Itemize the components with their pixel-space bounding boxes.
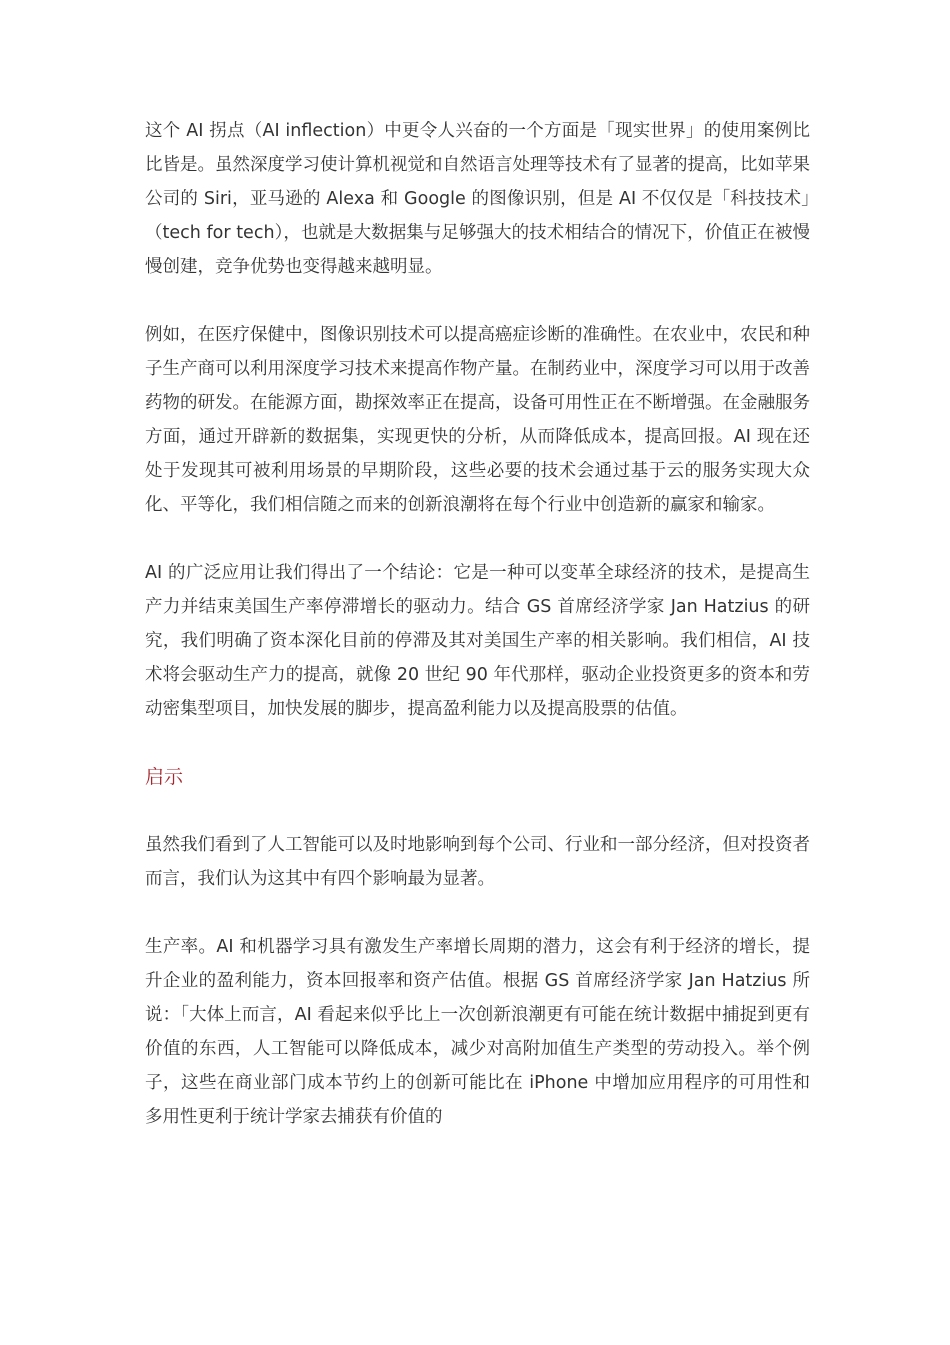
paragraph-productivity-conclusion: AI 的广泛应用让我们得出了一个结论：它是一种可以变革全球经济的技术，是提高生产力并结束美国生产率停滞增长的驱动力。结合 GS 首席经济学家 Jan Hatzius 的研究，我们明确了资本深化目前的停滞及其对美国生产率的相关影响。我们相信，AI 技术将会驱动生产力的提高，就像 20 世纪 90 年代那样，驱动企业投资更多的资本和劳动密集型项目，加快发展的脚步，提高盈利能力以及提高股票的估值。 <box>145 563 810 719</box>
paragraph-industry-examples: 例如，在医疗保健中，图像识别技术可以提高癌症诊断的准确性。在农业中，农民和种子生产商可以利用深度学习技术来提高作物产量。在制药业中，深度学习可以用于改善药物的研发。在能源方面，勘探效率正在提高，设备可用性正在不断增强。在金融服务方面，通过开辟新的数据集，实现更快的分析，从而降低成本，提高回报。AI 现在还处于发现其可被利用场景的早期阶段，这些必要的技术会通过基于云的服务实现大众化、平等化，我们相信随之而来的创新浪潮将在每个行业中创造新的赢家和输家。 <box>145 325 810 515</box>
section-heading: 启示 <box>145 766 184 788</box>
paragraph-productivity: 生产率。AI 和机器学习具有激发生产率增长周期的潜力，这会有利于经济的增长，提升企业的盈利能力，资本回报率和资产估值。根据 GS 首席经济学家 Jan Hatzius 所说：「大体上而言，AI 看起来似乎比上一次创新浪潮更有可能在统计数据中捕捉到更有价值的东西，人工智能可以降低成本，减少对高附加值生产类型的劳动投入。举个例子，这些在商业部门成本节约上的创新可能比在 iPhone 中增加应用程序的可用性和多用性更利于统计学家去捕获有价值的 <box>145 937 810 1127</box>
article-body <box>145 114 810 1168</box>
paragraph-investor-impacts: 虽然我们看到了人工智能可以及时地影响到每个公司、行业和一部分经济，但对投资者而言，我们认为这其中有四个影响最为显著。 <box>145 835 810 889</box>
paragraph-ai-inflection: 这个 AI 拐点（AI inflection）中更令人兴奋的一个方面是「现实世界」的使用案例比比皆是。虽然深度学习使计算机视觉和自然语言处理等技术有了显著的提高，比如苹果公司的 Siri，亚马逊的 Alexa 和 Google 的图像识别，但是 AI 不仅仅是「科技技术」（tech for tech），也就是大数据集与足够强大的技术相结合的情况下，价值正在被慢慢创建，竞争优势也变得越来越明显。 <box>145 121 810 277</box>
